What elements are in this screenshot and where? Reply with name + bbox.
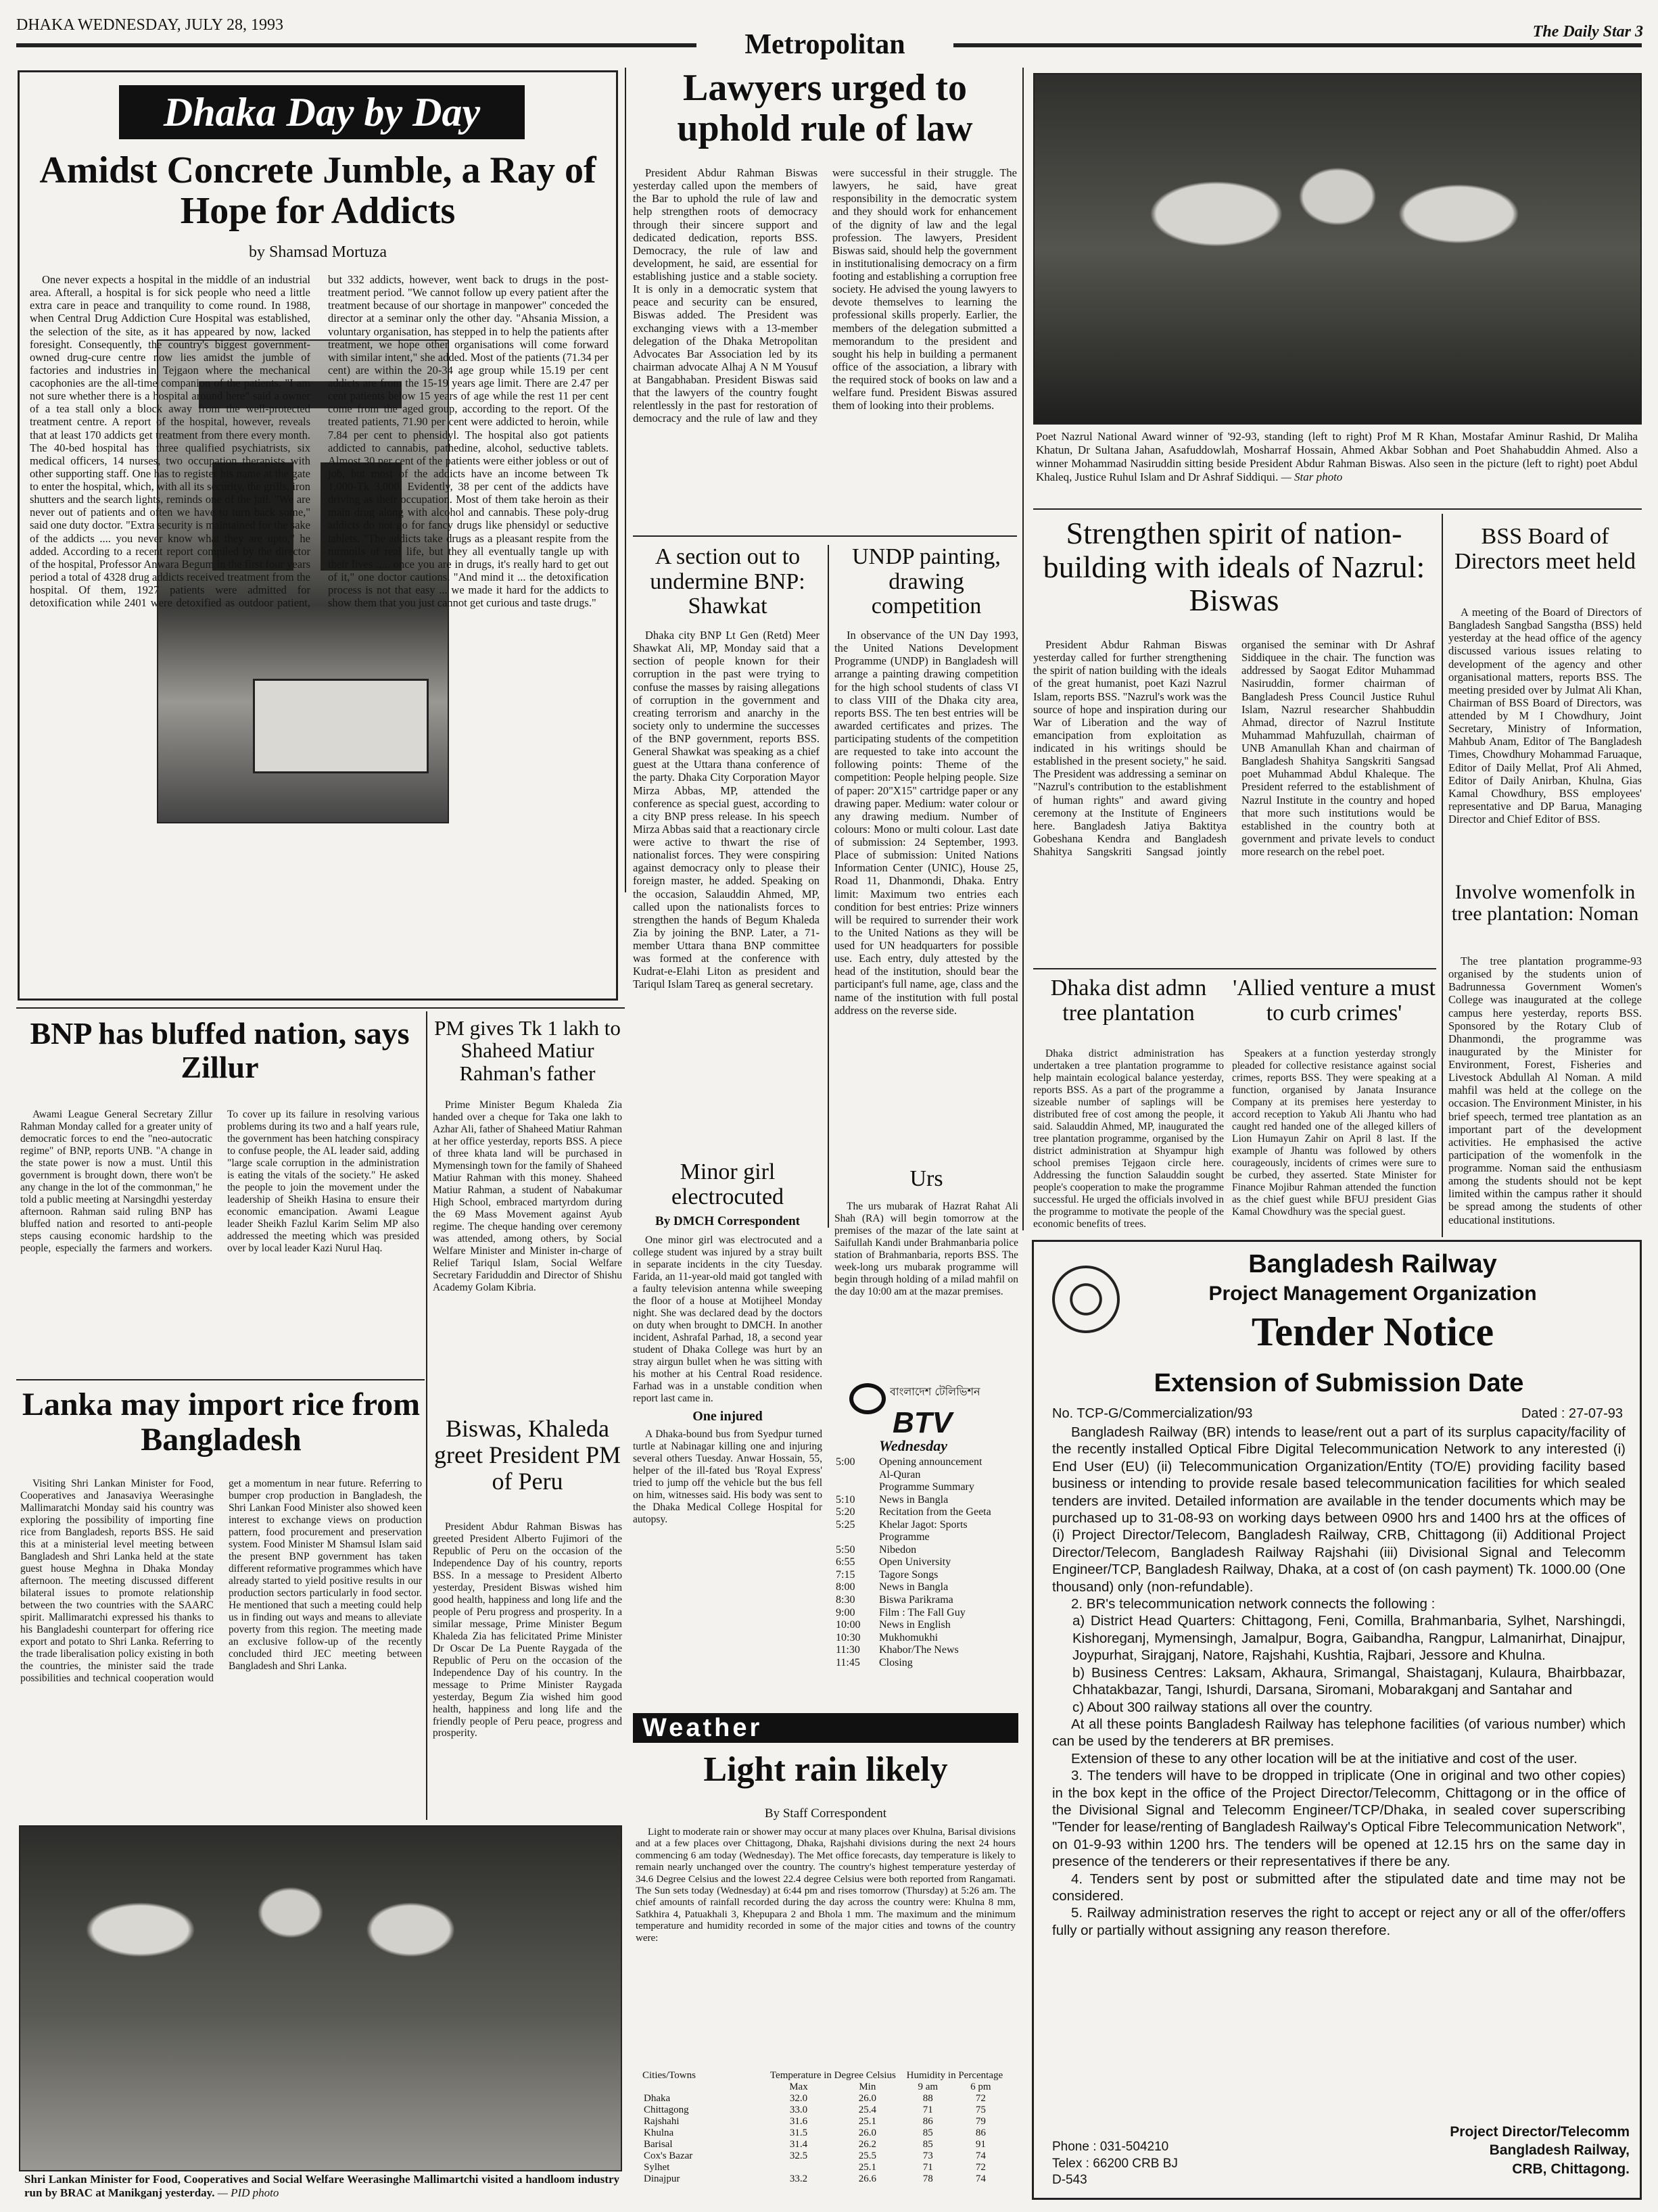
weather-cell: 73 <box>922 2150 933 2161</box>
weather-cell: 26.2 <box>858 2139 876 2150</box>
weather-cell <box>764 2162 833 2173</box>
article-shawkat-text: Dhaka city BNP Lt Gen (Retd) Meer Shawkat Ali, MP, Monday said that a section of people known for their corruption in the past were trying to confuse the masses by raising allegations of corruption in the government and creating terrorism and anarchy in the society only to undermine the successes of the BNP government, reports BSS. General Shawkat was speaking as a chief guest at the Uttara thana conference of the party. Dhaka City Corporation Mayor Mirza Abbas, MP, attended the conference as special guest, according to a city BNP press release. In his speech Mirza Abbas said that a reactionary circle were active to thwart the rise of nationalist forces. They were conspiring against democracy only to please their foreign master, he added. Speaking on the occasion, Salauddin Ahmed, MP, called upon the nationalists forces to strengthen the hands of Begum Khaleda Zia by joining the BNP. Later, a 71-member Uttara thana BNP committee was formed at the conference with Kudrat-e-Elahi Liton as president and Tariqul Islam Tareq as general secretary. <box>633 629 820 991</box>
weather-row <box>642 2173 1008 2185</box>
weather-cell: 88 <box>922 2093 933 2104</box>
weather-cell: 25.5 <box>858 2150 876 2161</box>
btv-schedule-row <box>836 1644 1018 1657</box>
btv-day: Wednesday <box>879 1437 948 1454</box>
btv-schedule-row <box>836 1469 1018 1482</box>
masthead-left: DHAKA WEDNESDAY, JULY 28, 1993 <box>16 16 283 34</box>
weather-cell: Dhaka <box>644 2093 671 2104</box>
btv-time: 7:15 <box>836 1568 855 1581</box>
weather-row <box>642 2162 1008 2173</box>
weather-cell: 85 <box>922 2139 933 2150</box>
weather-cell: Cox's Bazar <box>644 2150 693 2161</box>
weather-cell: 25.1 <box>858 2162 876 2173</box>
weather-cell: 71 <box>922 2162 933 2173</box>
headline-dhaka-dist: Dhaka dist admn tree plantation <box>1050 976 1207 1026</box>
btv-programme: Mukhomukhi <box>879 1631 939 1643</box>
headline-peru: Biswas, Khaleda greet President PM of Peru <box>434 1416 621 1495</box>
weather-cell: Khulna <box>644 2127 674 2138</box>
btv-time: 10:00 <box>836 1619 861 1631</box>
article-undp-text: In observance of the UN Day 1993, the United Nations Development Programme (UNDP) in Bangladesh will arrange a painting drawing competition for the high school students of class VI to class VIII of the Dhaka city area, reports BSS. The ten best entries will be awarded certificates and prizes. The participating students of the competition are requested to take into account the following points: Theme of the competition: People helping people. Size of paper: 20"X15" cartridge paper or any drawing paper. Medium: water colour or any drawing medium. Number of colours: Mono or multi colour. Last date of submission: 24 September, 1993. Place of submission: United Nations Information Center (UNIC), House 25, Road 11, Dhanmondi, Dhaka. Entry limit: Maximum two entries each condition for best entries: Prize winners will be required to surrender their work to the United Nations as they will be used for UN headquarters for possible use. Each entry, duly attested by the head of the institution, should bear the participant's full name, age, class and the name of the institution with full postal address on the reverse side. <box>834 629 1018 1017</box>
th-min: Min <box>859 2082 876 2092</box>
th-cities: Cities/Towns <box>642 2070 696 2081</box>
weather-cell: 74 <box>975 2150 986 2161</box>
headline-lawyers: Lawyers urged to uphold rule of law <box>677 68 973 149</box>
btv-schedule-row <box>836 1632 1018 1645</box>
weather-row <box>642 2105 1008 2116</box>
weather-cell: 31.6 <box>789 2116 808 2127</box>
btv-programme: Biswa Parikrama <box>879 1594 953 1606</box>
btv-time: 11:30 <box>836 1644 860 1656</box>
weather-cell: 31.5 <box>789 2127 808 2138</box>
th-max: Max <box>789 2082 808 2092</box>
btv-schedule-row <box>836 1544 1018 1557</box>
weather-cell: 26.6 <box>858 2173 876 2184</box>
btv-time: 6:55 <box>836 1556 855 1568</box>
btv-time: 5:00 <box>836 1456 855 1468</box>
weather-cell: 32.0 <box>789 2093 808 2104</box>
btv-programme: Film : The Fall Guy <box>879 1606 966 1618</box>
headline-pm-gives: PM gives Tk 1 lakh to Shaheed Matiur Rahman's father <box>434 1017 621 1085</box>
weather-cell: 85 <box>922 2127 933 2138</box>
btv-programme: Nibedon <box>879 1543 917 1556</box>
tender-subtitle: Extension of Submission Date <box>1154 1370 1524 1397</box>
btv-programme: News in English <box>879 1619 951 1631</box>
btv-programme: Open University <box>879 1556 951 1568</box>
weather-cell: Barisal <box>644 2139 673 2150</box>
weather-cell: 31.4 <box>789 2139 808 2150</box>
weather-cell: 72 <box>975 2162 986 2173</box>
article-weather-text: Light to moderate rain or shower may occur at many places over Khulna, Barisal divisions and at a few places over Chittagong, Dhaka, Rajshahi divisions during the next 24 hours commencing 6 am today (Wednesday). The Met office forecasts, day temperature is likely to remain nearly unchanged over the country. The country's highest temperature yesterday of 34.6 Degree Celsius and the lowest 22.4 degree Celsius were both reported from Rangamati. The Sun sets today (Wednesday) at 6:44 pm and rises tomorrow (Thursday) at 5:26 am. The chief amounts of rainfall recorded during the day across the country were: Khulna 8 mm, Satkhira 4, Patuakhali 3, Khepupara 2 and Bhola 1 mm. The maximum and the minimum temperature and humidity recorded in some of the major cities and towns of the country were: <box>636 1827 1016 1944</box>
headline-addicts: Amidst Concrete Jumble, a Ray of Hope for Addicts <box>39 150 596 232</box>
btv-programme: Al-Quran <box>879 1468 921 1481</box>
btv-schedule-row <box>836 1506 1018 1519</box>
article-pm-gives-text: Prime Minister Begum Khaleda Zia handed over a cheque for Taka one lakh to Azhar Ali, father of Shaheed Matiur Rahman at her office yesterday, reports BSS. A piece of three khata land will be purchased in Mymensingh town for the family of Shaheed Matiur Rahman with this money. Shaheed Matiur Rahman, a student of Nabakumar High School, embraced martyrdom during the 69 Mass Movement against Ayub regime. The cheque handing over ceremony was attended, among others, by Social Welfare Minister and Minister in-charge of Relief Tariqul Islam, Social Welfare Secretary Fariduddin and Director of Shishu Academy Golam Kibria. <box>433 1099 622 1293</box>
btv-time: 5:50 <box>836 1543 855 1556</box>
th-temperature: Temperature in Degree Celsius <box>769 2070 896 2081</box>
tender-org: Bangladesh Railway <box>1248 1251 1497 1278</box>
railway-logo <box>1052 1266 1120 1333</box>
btv-schedule-row <box>836 1569 1018 1582</box>
btv-programme: Recitation from the Geeta <box>879 1506 991 1518</box>
btv-logo: BTV <box>893 1406 952 1439</box>
btv-time: 8:30 <box>836 1594 855 1606</box>
btv-schedule-row <box>836 1657 1018 1670</box>
weather-row <box>642 2127 1008 2139</box>
btv-time <box>836 1469 874 1482</box>
btv-schedule-row <box>836 1607 1018 1620</box>
article-addicts-text: One never expects a hospital in the middle of an industrial area. Afterall, a hospital is for sick people who need a little extra care in peace and tranquility to come round. In 1988, when Central Drug Addiction Cure Hospital was established, the selection of the site, as it has appeared by now, lacked foresight. Consequently, the country's biggest government-owned drug-cure centre now lies amidst the jumble of factories and industries in Tejgaon where the mechanical cacophonies are the all-time companion of the patients. "I am not sure whether there is a hospital around here" said a owner of a tea stall only a block away from the well-protected treatment centre. A report of the hospital, however, reveals that at least 170 addicts get treatment from there every month. The 40-bed hospital has three qualified psychiatrists, six medical officers, 14 nurses, two occupation therapists with other supporting staff. One has to register his name at the gate to enter the hospital, which, with all its security, the grills, iron shutters and the search lights, reminds one of the jail. "We are never out of patients and often we have to turn back some," said one duty doctor. "Extra security is maintained for the sake of the addicts .... you never know what they are upto," he added. According to a recent report compiled by the director of the hospital, Professor Anwara Begum in the first four years period a total of 4328 drug addicts received treatment from the hospital. Of them, 1927 patients were admitted for detoxification while 2401 were detoxified as outdoor patient, but 332 addicts, however, went back to drugs in the post-treatment period. "We cannot follow up every patient after the treatment because of our shortage in manpower" conceded the director at a seminar only the other day. "Ahsania Mission, a voluntary organisation, has stepped in to help the patients after treatment, we hope other organisations will come forward with similar intent," she added. Most of the patients (71.34 per cent) are within the 20-34 age group while 15.19 per cent addicts are from the 15-19 years age limit. There are 2.47 per cent patients below 15 years of age while the rest 11 per cent come from the aged group, according to the report. Of the treated patients, 71.90 per cent were addicted to heroin, while 7.84 per cent to phensidyl. The hospital also got patients addicted to cannabis, pathedine, alcohol, seductive tablets. Almost 30 per cent of the patients were either jobless or out of job, but most of the addicts have an income between Tk 1,000-Tk 3,000. Evidently, 38 per cent of the addicts have driving as their occupation. Most of them take heroin as their main drug along with alcohol and cannabis. These poly-drug addicts do not go for fancy drugs like phensidyl or seductive tablets. "The addicts take drugs as a pleasant respite from the turmoils of real life, but they all eventually tangle up with their lives ..... once you are in drugs, it's really hard to get out of it," one doctor cautions. "And mind it ... the detoxification process is not that easy ... we made it hard for the addicts to show them that you just cannot get curious and taste drugs." <box>30 273 609 610</box>
subhead-one-injured: One injured <box>692 1408 763 1424</box>
btv-time: 8:00 <box>836 1581 855 1593</box>
headline-shawkat: A section out to undermine BNP: Shawkat <box>650 545 805 619</box>
btv-schedule-row <box>836 1556 1018 1569</box>
headline-light-rain: Light rain likely <box>703 1751 948 1789</box>
weather-cell: 26.0 <box>858 2127 876 2138</box>
weather-cell: 25.1 <box>858 2116 876 2127</box>
weather-cell: 79 <box>975 2116 986 2127</box>
btv-logo-mark <box>849 1383 886 1414</box>
weather-row <box>642 2150 1008 2162</box>
btv-time: 9:00 <box>836 1606 855 1618</box>
byline-staff: By Staff Correspondent <box>764 1806 887 1821</box>
th-6pm: 6 pm <box>970 2082 991 2092</box>
headline-zillur: BNP has bluffed nation, says Zillur <box>30 1017 410 1084</box>
headline-allied: 'Allied venture a must to curb crimes' <box>1233 976 1436 1026</box>
headline-undp: UNDP painting, drawing competition <box>852 545 1001 619</box>
article-nazrul-text: President Abdur Rahman Biswas yesterday called for further strengthening the spirit of nation building with the ideals of the great humanist, poet Kazi Nazrul Islam, reports BSS. "Nazrul's work was the source of hope and inspiration during our War of Liberation and the way of emancipation from exploitation as indicated in his writings should be established in the present society," he said. The President was addressing a seminar on "Nazrul's contribution to the establishment of human rights" and award giving ceremony at the Institute of Engineers here. Bangladesh Jatiya Baktitya Gobeshana Kendra and Bangladesh Shahitya Sangskriti Sangsad jointly organised the seminar with Dr Ashraf Siddiquee in the chair. The function was addressed by Saogat Editor Muhammad Nasiruddin, former chairman of Bangladesh Press Council Justice Ruhul Islam, Nazrul researcher Shahbuddin Ahmad, director of Nazrul Institute Muhammad Mahfuzullah, chairman of UNB Amanullah Khan and chairman of Bangladesh Shahitya Sangskriti Sangsad poet Muhammad Abdul Khaleque. The President referred to the establishment of Nazrul Institute in the country and hoped that more such institutions would be established in the country both at government and private levels to conduct more research on the rebel poet. <box>1033 638 1435 858</box>
btv-schedule-row <box>836 1519 1018 1544</box>
article-minor-girl-text: One minor girl was electrocuted and a college student was injured by a stray built in separate incidents in the city Tuesday. Farida, an 11-year-old maid got tangled with a faulty television antenna while sweeping the floor of a house at Motijheel Monday night. She was declared dead by the doctors on duty when brought to DMCH. In another incident, Ashrafal Parhad, 18, a second year student of Dhaka College was hurt by an stray airgun bullet when he was sitting with his mother at his Central Road residence. Farhad was in a unstable condition when report last came in. One injured A Dhaka-bound bus from Syedpur turned turtle at Nabinagar killing one and injuring several others Tuesday. Anwar Hossain, 55, helper of the ill-fated bus 'Royal Express' tried to jump off the vehicle but the bus fell on him, witnesses said. His body was sent to the Dhaka Medical College Hospital for autopsy. <box>633 1234 822 1525</box>
btv-programme: Opening announcement <box>879 1456 982 1468</box>
btv-time: 5:10 <box>836 1493 855 1506</box>
weather-cell: 33.0 <box>789 2105 808 2115</box>
btv-programme: Khelar Jagot: Sports Programme <box>879 1518 968 1543</box>
article-lanka-text: Visiting Shri Lankan Minister for Food, Cooperatives and Janasaviya Weerasinghe Mallimaratchi Monday said his country was exploring the possibility of importing fine rice from Bangladesh, reports BSS. He said this at a ministerial level meeting between Bangladesh and Shri Lanka held at the state guest house Meghna in Dhaka Monday afternoon. The meeting discussed different bilateral issues to promote relationship between the two countries with the SAARC spirit. Mallimaratchi expressed his thanks to his Bangladeshi counterpart for offering rice export and potato to Shri Lanka. Referring to the trade liberalisation policy existing in both the countries, the minister said the trade possibilities and technical cooperation would get a momentum in near future. Referring to bumper crop production in Bangladesh, the Shri Lankan Food Minister also showed keen interest to exchange views on production pattern, food procurement and preservation system. Food Minister M Shamsul Islam said the present BNP government has taken different reformative programmes which have already started to yield positive results in our production sectors particularly in food sector. He mentioned that such a meeting could help us in finding out ways and means to alleviate poverty from this region. The meeting made an exclusive follow-up of the recently concluded third JEC meeting between Bangladesh and Shri Lanka. <box>20 1478 422 1684</box>
btv-schedule-row <box>836 1456 1018 1469</box>
weather-cell: 33.2 <box>789 2173 808 2184</box>
weather-cell: 78 <box>922 2173 933 2184</box>
photo-nazrul-award <box>1033 73 1642 425</box>
headline-nazrul: Strengthen spirit of nation-building with ideals of Nazrul: Biswas <box>1043 516 1425 618</box>
tender-title: Tender Notice <box>1251 1310 1494 1354</box>
kicker-dhaka-day-by-day: Dhaka Day by Day <box>119 85 525 139</box>
btv-schedule-row <box>836 1581 1018 1594</box>
weather-row <box>642 2093 1008 2105</box>
headline-womenfolk: Involve womenfolk in tree plantation: Noman <box>1451 882 1639 925</box>
weather-cell: 75 <box>975 2105 986 2115</box>
weather-cell: 91 <box>975 2139 986 2150</box>
btv-logo-bangla: বাংলাদেশ টেলিভিশন <box>890 1385 980 1398</box>
weather-row <box>642 2139 1008 2150</box>
section-title: Metropolitan <box>696 30 953 60</box>
btv-programme: Khabor/The News <box>879 1644 959 1656</box>
weather-cell: 74 <box>975 2173 986 2184</box>
tender-contacts: Phone : 031-504210 Telex : 66200 CRB BJ D-543 <box>1052 2140 1178 2188</box>
btv-programme: Closing <box>879 1656 913 1668</box>
article-zillur-text: Awami League General Secretary Zillur Rahman Monday called for a greater unity of democratic forces to end the "neo-autocratic regime" of BNP, reports UNB. "A change in the state power is now a must. Until this government is brought down, there won't be any change in the lot of the commonman," he told a public meeting at Narsingdhi yesterday afternoon. Rahman said ruling BNP has bluffed nation and resorted to anti-people steps causing economic hardship to the people, especially the farmers and workers. To cover up its failure in resolving various problems during its two and a half years rule, the government has been hatching conspiracy to confuse people, the AL leader said, adding "large scale corruption in the administration is eating the vitals of the society." He asked the people to join the movement under the leadership of Sheikh Hasina to ensure their economic emancipation. Awami League leader Sheikh Fazlul Karim Selim MP also addressed the meeting which was presided over by local leader Kazi Nurul Haq. <box>20 1109 419 1254</box>
weather-table <box>642 2070 1008 2205</box>
masthead-right: The Daily Star 3 <box>1532 23 1643 41</box>
btv-time: 5:20 <box>836 1506 855 1518</box>
weather-cell: Dinajpur <box>644 2173 680 2184</box>
tender-body: Bangladesh Railway (BR) intends to lease/rent out a part of its surplus capacity/facility of the recently installed Optical Fibre Digital Telecommunication Network to any interested (i) End User (EU) (ii) Telecommunication Organization/Entity (TO/E) providing facility based business or intending to provide resale based telecommunication facilities for which sealed tenders are invited. Detailed information are available in the tender documents which may be purchased up to 31-08-93 on working days between 0900 hrs and 1400 hrs at the offices of (i) Project Director/Telecom, Bangladesh Railway, CRB, Chittagong (ii) Additional Project Director/Telecom, Bangladesh Railway Rajshahi (iii) Divisional Signal and Telecomm Engineer/TCP, Bangladesh Railway, Dhaka, at a cost of (on cash payment) Tk. 1000.00 (One thousand) only (non-refundable). 2. BR's telecommunication network connects the following : a) District Head Quarters: Chittagong, Feni, Comilla, Brahmanbaria, Sylhet, Narshingdi, Kishoreganj, Mymensingh, Jamalpur, Bogra, Gaibandha, Rangpur, Lalmanirhat, Dinajpur, Joypurhat, Sirajganj, Natore, Rajshahi, Kushtia, Rajbari, Jessore and Khulna. b) Business Centres: Laksam, Akhaura, Srimangal, Shaistaganj, Kulaura, Bhairbbazar, Chhatakbazar, Tangi, Ishurdi, Darsana, Siromani, Mobarakganj and Santahar and c) About 300 railway stations all over the country. At all these points Bangladesh Railway has telephone facilities (of various number) which can be used by the tenderers at BR premises. Extension of these to any other location will be at the initiative and cost of the user. 3. The tenders will have to be dropped in triplicate (One in original and two other copies) in the box kept in the office of the Project Director/Telecomm, Chittagong or in the office of the Divisional Signal and Telecomm Engineer/TCP/Dhaka, in sealed cover superscribing "Tender for lease/renting of Bangladesh Railway's Optical Fibre Telecommunication Network", on 01-9-93 within 1200 hrs. The tenders will be opened at 12.15 hrs on the same day in presence of the tenderers or their representatives if there be any. 4. Tenders sent by post or submitted after the stipulated date and time may not be considered. 5. Railway administration reserves the right to accept or reject any or all of the offer/offers fully or partially without assigning any reason therefore. <box>1052 1424 1626 1938</box>
btv-programme: Programme Summary <box>879 1481 974 1493</box>
photo-handloom <box>19 1825 622 2171</box>
weather-cell: Chittagong <box>644 2105 689 2115</box>
article-peru-text: President Abdur Rahman Biswas has greeted President Alberto Fujimori of the Republic of Peru on the occasion of the Independence Day of his country, reports BSS. In a message to President Alberto yesterday, President Biswas wished him good health, happiness and long life and the people of Peru progress and prosperity. In a similar message, Prime Minister Begum Khaleda Zia has felicitated Prime Minister Dr Oscar De La Puente Raygada of the Republic of Peru on the occasion of the Independence Day of his country. In the message to Prime Minister Raygada yesterday, Begum Zia wished him good health, happiness and long life and the friendly people of Peru peace, progress and prosperity. <box>433 1521 622 1739</box>
weather-cell: Rajshahi <box>644 2116 680 2127</box>
headline-bss: BSS Board of Directors meet held <box>1454 525 1636 574</box>
btv-programme: News in Bangla <box>879 1493 949 1506</box>
btv-schedule <box>836 1456 1018 1700</box>
article-lawyers-text: President Abdur Rahman Biswas yesterday called upon the members of the Bar to uphold the rule of law and help strengthen roots of democracy through their sincere support and dedicated dedication, reports BSS. Democracy, the rule of law and development, he said, are essential for establishing justice and a stable society. It is only in a democratic system that peace and security can be ensured, Biswas added. The President was exchanging views with a 13-member delegation of the Dhaka Metropolitan Advocates Bar Association led by its chairman advocate Alhaj A N M Yousuf at Bangabhaban. President Biswas said that the lawyers of the country fought relentlessly in the past for restoration of democracy and the rule of law and they were successful in their struggle. The lawyers, he said, have great responsibility in the democratic system and they should work for enhancement of the dignity of law and the legal profession. The lawyers, President Biswas said, should help the government in institutionalising democracy on a firm footing and establishing a corruption free society. He advised the young lawyers to devote themselves to learning the professional skills properly. Earlier, the members of the delegation submitted a memorandum to the president and sought his help in building a permanent office of the association, a library with the required stock of books on law and a welfare fund. President Biswas assured them of looking into their problems. <box>633 166 1017 425</box>
btv-programme: News in Bangla <box>879 1581 949 1593</box>
weather-cell: 71 <box>922 2105 933 2115</box>
btv-time: 11:45 <box>836 1656 860 1668</box>
btv-programme: Tagore Songs <box>879 1568 939 1581</box>
headline-urs: Urs <box>909 1167 943 1191</box>
btv-time: 5:25 <box>836 1518 855 1531</box>
weather-cell: 86 <box>975 2127 986 2138</box>
caption-handloom: Shri Lankan Minister for Food, Cooperatives and Social Welfare Weerasinghe Mallimartchi visited a handloom industry run by BRAC at Manikganj yesterday. — PID photo <box>24 2173 619 2200</box>
headline-minor-girl: Minor girl electrocuted <box>671 1160 784 1209</box>
article-allied-text: Speakers at a function yesterday strongly pleaded for collective resistance against social crimes, reports BSS. They were speaking at a function, organised by Janata Insurance Company at its premises here yesterday to accord reception to Yakub Ali Jhantu who had caught red handed one of the alleged killers of Lion Humayun Zahir on April 8 last. If the example of Jhantu was followed by others courageously, incidents of crimes were sure to be curbed, they asserted. State Minister for Finance Mojibur Rahman attended the function as the chief guest while BFUJ president Gias Kamal Chowdhury was the special guest. <box>1232 1048 1436 1218</box>
byline-dmch: By DMCH Correspondent <box>655 1214 800 1228</box>
btv-schedule-row <box>836 1481 1018 1494</box>
weather-row <box>642 2116 1008 2127</box>
article-bss-text: A meeting of the Board of Directors of Bangladesh Sangbad Sangstha (BSS) held yesterday at the head office of the agency discussed various issues relating to development of the agency and other organisational matters, reports BSS. The meeting presided over by Julmat Ali Khan, Chairman of BSS Board of Directors, was attended by M I Chowdhury, Joint Secretary, Ministry of Information, Mahbub Anam, Editor of The Bangladesh Times, Chowdhury Mohammad Faruaque, Editor of Daily Mellat, Prof Ali Ahmed, Editor of Daily Anirban, Khulna, Gias Kamal Chowdhury, BSS employees' representative and DP Barua, Managing Director and Chief Editor of BSS. <box>1448 606 1642 825</box>
th-9am: 9 am <box>918 2082 939 2092</box>
btv-schedule-row <box>836 1594 1018 1607</box>
caption-nazrul-award: Poet Nazrul National Award winner of '92-93, standing (left to right) Prof M R Khan, Mostafar Aminur Rashid, Dr Maliha Khatun, Dr Sultana Jahan, Asafuddowlah, Mosharraf Hossain, Ahmed Akbar Sobhan and Poet Shahabuddin Ahmed. Also a winner Mohammad Nasiruddin sitting beside President Abdur Rahman Biswas. Also seen in the picture (left to right) poet Abdul Khaleq, Justice Ruhul Islam and Dr Ashraf Siddiqui. — Star photo <box>1036 430 1638 484</box>
weather-cell: 86 <box>922 2116 933 2127</box>
btv-schedule-row <box>836 1494 1018 1507</box>
weather-banner-text: Weather <box>642 1714 763 1742</box>
byline-shamsad: by Shamsad Mortuza <box>249 243 387 261</box>
tender-signature: Project Director/Telecomm Bangladesh Railway, CRB, Chittagong. <box>1450 2124 1630 2177</box>
headline-lanka: Lanka may import rice from Bangladesh <box>22 1387 421 1458</box>
th-humidity: Humidity in Percentage <box>906 2070 1003 2081</box>
article-dhaka-dist-text: Dhaka district administration has undertaken a tree plantation programme to help maintain ecological balance yesterday, reports BSS. As a part of the programme a sizeable number of saplings will be distributed free of cost among the people, it said. Salauddin Ahmed, MP, inaugurated the tree plantation programme, organised by the district administration at Shyampur high school premises Tejgaon circle here. Addressing the function Salauddin sought people's cooperation to make the programme successful. He urged the officials involved in the programme to motivate the people of the economic benefits of trees. <box>1033 1048 1224 1230</box>
tender-date: Dated : 27-07-93 <box>1521 1406 1623 1421</box>
weather-cell: 26.0 <box>858 2093 876 2104</box>
article-womenfolk-text: The tree plantation programme-93 organised by the students union of Badrunnessa Government Women's College was inaugurated at the college campus here yesterday, reports BSS. Sponsored by the Rotary Club of Dhanmondi, the programme was inaugurated by the Minister for Environment, Forest, Fisheries and Livestock Abdullah Al Noman. A mild mahfil was held at the college on the occasion. The Environment Minister, in his brief speech, termed tree plantation as an important part of the development activities. He emphasised the active participation of the womenfolk in the programme. Noman said the enthusiasm among the students should not be kept limited within the campus rather it should be spread among the students of other educational institutions. <box>1448 955 1642 1226</box>
tender-no: No. TCP-G/Commercialization/93 <box>1052 1406 1253 1421</box>
article-urs-text: The urs mubarak of Hazrat Rahat Ali Shah (RA) will begin tomorrow at the premises of the mazar of the late saint at Saifullah Kandi under Brahmanbaria police station of Brahmanbaria, reports BSS. The week-long urs mubarak programme will begin through holding of a milad mahfil on the day 10:00 am at the mazar premises. <box>834 1201 1018 1297</box>
weather-cell: 25.4 <box>858 2105 876 2115</box>
weather-cell: Sylhet <box>644 2162 670 2173</box>
weather-cell: 72 <box>975 2093 986 2104</box>
btv-time: 10:30 <box>836 1631 861 1643</box>
btv-time <box>836 1481 874 1494</box>
tender-sub: Project Management Organization <box>1208 1283 1537 1305</box>
weather-cell: 32.5 <box>789 2150 808 2161</box>
btv-schedule-row <box>836 1619 1018 1632</box>
